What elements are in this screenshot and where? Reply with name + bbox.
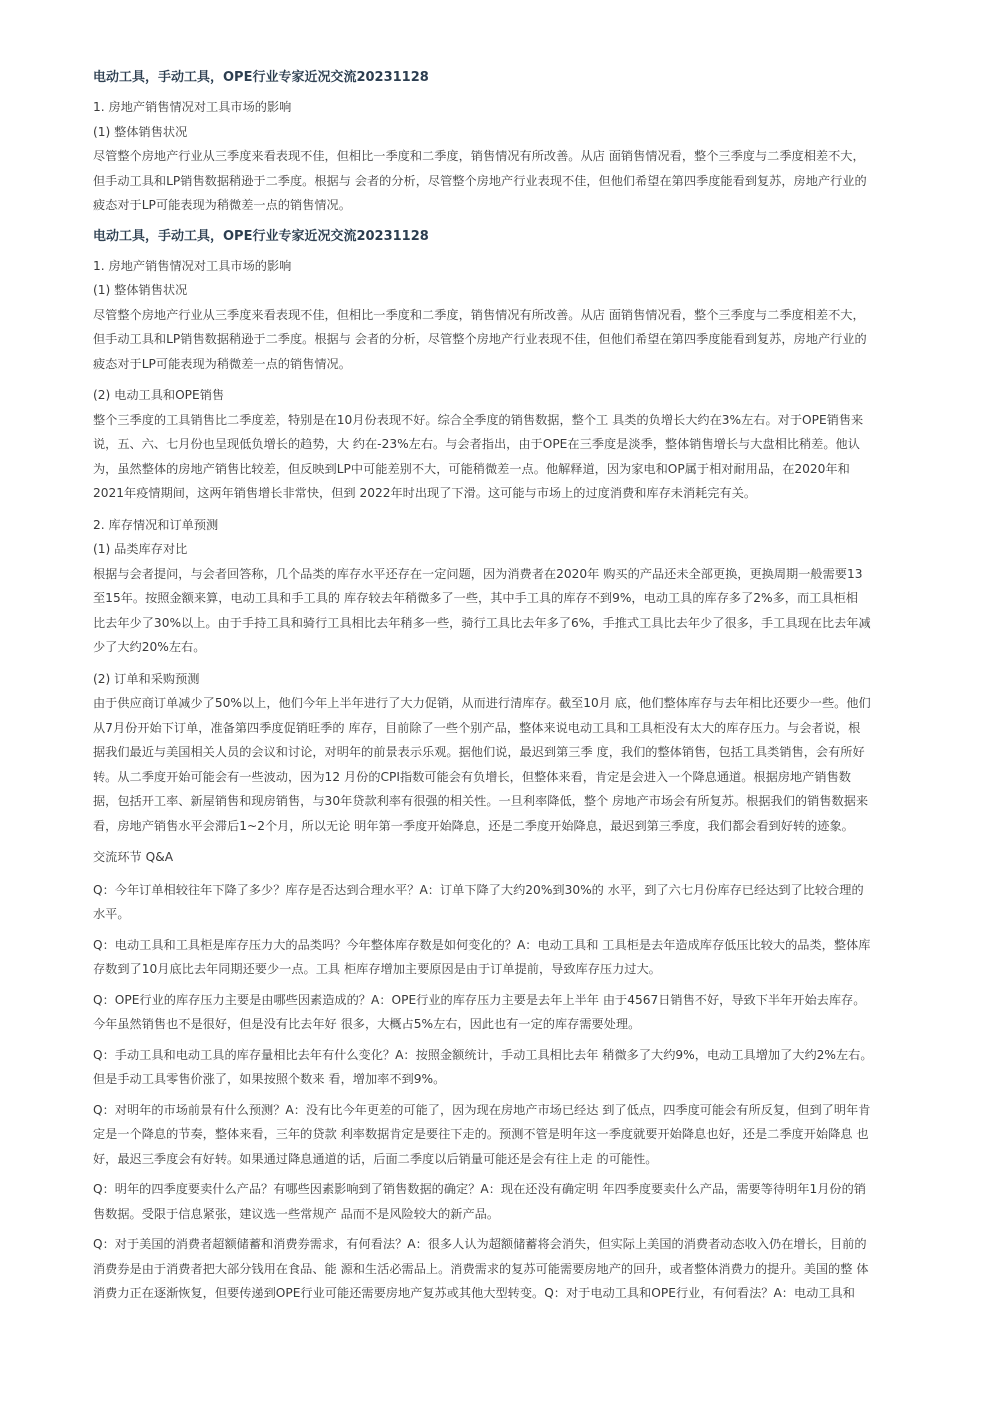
paragraph-line: 但手动工具和LP销售数据稍逊于二季度。根据与 会者的分析，尽管整个房地产行业表现不佳，但他们希望在第四季度能看到复苏，房地产行业的 (93, 173, 867, 188)
section-1-repeat (93, 254, 941, 377)
subsection-heading: (2) 订单和采购预测 (93, 671, 200, 686)
section-heading: 1. 房地产销售情况对工具市场的影响 (93, 100, 292, 114)
paragraph-line: Q：明年的四季度要卖什么产品？有哪些因素影响到了销售数据的确定？A：现在还没有确定明 年四季度要卖什么产品，需要等待明年1月份的销 (93, 1182, 866, 1196)
paragraph-line: 2021年疫情期间，这两年销售增长非常快，但到 2022年时出现了下滑。这可能与市场上的过度消费和库存未消耗完有关。 (93, 486, 757, 500)
paragraph-line: 尽管整个房地产行业从三季度来看表现不佳，但相比一季度和二季度，销售情况有所改善。从店 面销售情况看，整个三季度与二季度相差不大， (93, 307, 865, 322)
paragraph-line: 但是手动工具零售价涨了，如果按照个数来 看，增加率不到9%。 (93, 1072, 446, 1086)
paragraph-line: 但手动工具和LP销售数据稍逊于二季度。根据与 会者的分析，尽管整个房地产行业表现不佳，但他们希望在第四季度能看到复苏，房地产行业的 (93, 332, 867, 346)
paragraph-line: 疲态对于LP可能表现为稍微差一点的销售情况。 (93, 198, 351, 212)
paragraph-line: 据我们最近与美国相关人员的会议和讨论，对明年的前景表示乐观。据他们说，最迟到第三季 度，我们的整体销售，包括工具类销售，会有所好 (93, 745, 865, 759)
qa-heading: 交流环节 Q&A (93, 850, 174, 864)
paragraph-line: 今年虽然销售也不是很好，但是没有比去年好 很多，大概占5%左右，因此也有一定的库存需要处理。 (93, 1017, 641, 1031)
section-1 (93, 95, 941, 218)
paragraph-line: Q：对明年的市场前景有什么预测？A：没有比今年更差的可能了，因为现在房地产市场已经达 到了低点，四季度可能会有所反复，但到了明年肯 (93, 1102, 871, 1117)
paragraph-line: 转。从二季度开始可能会有一些波动，因为12 月份的CPI指数可能会有负增长，但整体来看，肯定是会进入一个降息通道。根据房地产销售数 (93, 769, 851, 784)
document-title-repeat: 电动工具，手动工具，OPE行业专家近况交流20231128 (93, 228, 429, 244)
document-page (93, 66, 941, 1312)
qa-item (93, 1232, 941, 1306)
paragraph-line: 好，最迟三季度会有好转。如果通过降息通道的话，后面二季度以后销量可能还是会有往上走 的可能性。 (93, 1151, 658, 1166)
paragraph-line: 据，包括开工率、新屋销售和现房销售，与30年贷款利率有很强的相关性。一旦利率降低，整个 房地产市场会有所复苏。根据我们的销售数据来 (93, 794, 869, 808)
paragraph-line: 存数到了10月底比去年同期还要少一点。工具 柜库存增加主要原因是由于订单提前，导致库存压力过大。 (93, 962, 661, 976)
subsection-electric-ope-sales (93, 383, 941, 506)
paragraph-line: 消费券是由于消费者把大部分钱用在食品、能 源和生活必需品上。消费需求的复苏可能需要房地产的回升，或者整体消费力的提升。美国的整 体 (93, 1261, 869, 1276)
qa-item (93, 1098, 941, 1172)
subsection-heading: (1) 整体销售状况 (93, 124, 188, 139)
subsection-heading: (2) 电动工具和OPE销售 (93, 388, 225, 402)
paragraph-line: Q：OPE行业的库存压力主要是由哪些因素造成的？A：OPE行业的库存压力主要是去年上半年 由于4567日销售不好，导致下半年开始去库存。 (93, 992, 866, 1007)
paragraph-line: 根据与会者提问，与会者回答称，几个品类的库存水平还存在一定问题，因为消费者在2020年 购买的产品还未全部更换，更换周期一般需要13 (93, 566, 863, 581)
paragraph-line: 定是一个降息的节奏，整体来看，三年的贷款 利率数据肯定是要往下走的。预测不管是明年这一季度就要开始降息也好，还是二季度开始降息 也 (93, 1127, 869, 1141)
paragraph-line: 售数据。受限于信息紧张，建议选一些常规产 品而不是风险较大的新产品。 (93, 1206, 500, 1221)
subsection-orders-forecast (93, 667, 941, 839)
paragraph-line: 整个三季度的工具销售比二季度差，特别是在10月份表现不好。综合全季度的销售数据，整个工 具类的负增长大约在3%左右。对于OPE销售来 (93, 412, 864, 427)
qa-item (93, 933, 941, 982)
paragraph-line: 疲态对于LP可能表现为稍微差一点的销售情况。 (93, 356, 351, 371)
paragraph-line: 水平。 (93, 907, 130, 921)
paragraph-line: Q：手动工具和电动工具的库存量相比去年有什么变化？A：按照金额统计，手动工具相比去年 稍微多了大约9%，电动工具增加了大约2%左右。 (93, 1047, 873, 1062)
paragraph-line: 由于供应商订单减少了50%以上，他们今年上半年进行了大力促销，从而进行清库存。截至10月 底，他们整体库存与去年相比还要少一些。他们 (93, 696, 871, 710)
paragraph-line: 比去年少了30%以上。由于手持工具和骑行工具相比去年稍多一些，骑行工具比去年多了6%，手推式工具比去年少了很多，手工具现在比去年减 (93, 615, 871, 630)
section-heading: 1. 房地产销售情况对工具市场的影响 (93, 258, 292, 273)
qa-item (93, 988, 941, 1037)
paragraph-line: 尽管整个房地产行业从三季度来看表现不佳，但相比一季度和二季度，销售情况有所改善。从店 面销售情况看，整个三季度与二季度相差不大， (93, 149, 865, 163)
paragraph-line: 少了大约20%左右。 (93, 640, 206, 654)
paragraph-line: Q：电动工具和工具柜是库存压力大的品类吗？今年整体库存数是如何变化的？A：电动工具和 工具柜是去年造成库存低压比较大的品类，整体库 (93, 937, 871, 952)
paragraph-line: Q：对于美国的消费者超额储蓄和消费券需求，有何看法？A：很多人认为超额储蓄将会消失，但实际上美国的消费者动态收入仍在增长，目前的 (93, 1237, 867, 1251)
qa-item (93, 1043, 941, 1092)
subsection-heading: (1) 整体销售状况 (93, 283, 188, 297)
qa-item (93, 1177, 941, 1226)
section-heading: 2. 库存情况和订单预测 (93, 517, 219, 532)
paragraph-line: 说，五、六、七月份也呈现低负增长的趋势，大 约在-23%左右。与会者指出，由于OPE在三季度是淡季，整体销售增长与大盘相比稍差。他认 (93, 437, 860, 451)
document-title: 电动工具，手动工具，OPE行业专家近况交流20231128 (93, 70, 429, 85)
section-2-inventory (93, 513, 941, 660)
qa-item (93, 878, 941, 927)
paragraph-line: 至15年。按照金额来算，电动工具和手工具的 库存较去年稍微多了一些，其中手工具的库存不到9%，电动工具的库存多了2%多，而工具柜相 (93, 591, 858, 605)
paragraph-line: 看，房地产销售水平会滞后1~2个月，所以无论 明年第一季度开始降息，还是二季度开始降息，最迟到第三季度，我们都会看到好转的迹象。 (93, 818, 854, 833)
paragraph-line: 为，虽然整体的房地产销售比较差，但反映到LP中可能差别不大，可能稍微差一点。他解释道，因为家电和OP属于相对耐用品，在2020年和 (93, 461, 850, 476)
paragraph-line: 从7月份开始下订单，准备第四季度促销旺季的 库存，目前除了一些个别产品，整体来说电动工具和工具柜没有太大的库存压力。与会者说，根 (93, 720, 861, 735)
paragraph-line: 消费力正在逐渐恢复，但要传递到OPE行业可能还需要房地产复苏或其他大型转变。Q：对于电动工具和OPE行业，有何看法？A：电动工具和 (93, 1286, 855, 1300)
paragraph-line: Q：今年订单相较往年下降了多少？库存是否达到合理水平？A：订单下降了大约20%到30%的 水平，到了六七月份库存已经达到了比较合理的 (93, 882, 864, 897)
subsection-heading: (1) 品类库存对比 (93, 542, 188, 556)
